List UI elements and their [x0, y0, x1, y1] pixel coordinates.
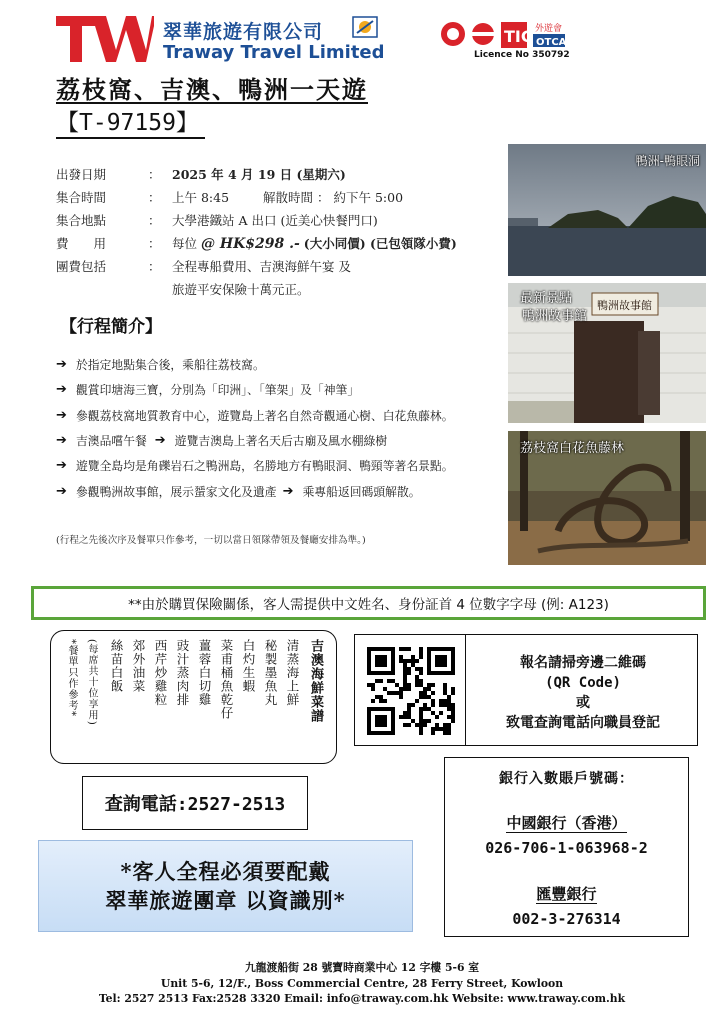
fee-price: @ HK$298 .- — [201, 236, 300, 252]
qr-line-4: 致電查詢電話向職員登記 — [506, 715, 660, 731]
date-value: 2025 年 4 月 19 日 (星期六) — [172, 167, 346, 182]
qr-line-3: 或 — [576, 695, 590, 711]
seafood-menu — [50, 630, 337, 764]
itinerary-text: 遊覽全島均是角礫岩石之鴨洲島，名勝地方有鴨眼洞、鴨頸等著名景點。 — [76, 459, 454, 474]
menu-dish: 豉汁蒸肉排 — [175, 639, 190, 707]
menu-dish: 絲苗白飯 — [109, 639, 124, 693]
qr-code[interactable] — [367, 647, 455, 735]
svg-text:TIC: TIC — [504, 27, 533, 46]
itinerary-text: 參觀荔枝窩地質教育中心，遊覽島上著名自然奇觀通心樹、白花魚藤林。 — [76, 408, 454, 423]
itinerary-text-extra: 遊覽吉澳島上著名天后古廟及風水棚綠樹 — [174, 434, 388, 449]
photo-duck-eye-cave — [508, 144, 706, 276]
registration-box — [354, 634, 698, 746]
includes-line-2: 旅遊平安保險十萬元正。 — [172, 282, 310, 297]
registration-instructions — [467, 653, 699, 733]
itinerary-item — [56, 377, 506, 402]
itinerary-item — [56, 478, 506, 503]
fee-label: 費 用 — [56, 236, 107, 251]
banner-line-1: *客人全程必須要配戴 — [120, 859, 331, 884]
menu-note-seats: (每席共十位享用) — [86, 639, 97, 726]
otca-badge-zh: 外遊會 — [535, 24, 563, 34]
itinerary-item — [56, 403, 506, 428]
info-row-date — [56, 165, 501, 188]
menu-dish: 菜甫桶魚乾仔 — [219, 639, 234, 720]
itinerary-note: (行程之先後次序及餐單只作參考，一切以當日領隊帶領及餐廳安排為準。) — [56, 535, 366, 546]
bank-heading: 銀行入數賬戶號碼： — [499, 771, 634, 787]
arrow-icon: ➔ — [56, 382, 67, 398]
brand-name-chinese: 翠華旅遊有限公司 — [163, 21, 324, 43]
colon: ： — [148, 259, 161, 274]
itinerary-item — [56, 352, 506, 377]
insurance-notice: **由於購買保險關係，客人需提供中文姓名、身份証首 4 位數字字母 (例: A123) — [31, 586, 706, 620]
includes-label: 團費包括 — [56, 259, 107, 274]
footer-address-en: Unit 5-6, 12/F., Boss Commercial Centre, 28 Ferry Street, Kowloon — [160, 976, 564, 990]
photo-caption: 荔枝窩白花魚藤林 — [520, 441, 625, 456]
photo-story-museum — [508, 283, 706, 423]
fee-prefix: 每位 — [172, 236, 198, 251]
itinerary-text: 吉澳品嚐午餐 — [76, 434, 147, 449]
traway-logo — [56, 16, 154, 64]
itinerary-heading: 【行程簡介】 — [60, 317, 162, 337]
itinerary-text-extra: 乘專船返回碼頭解散。 — [302, 484, 421, 499]
arrow-icon: ➔ — [154, 433, 166, 449]
menu-dish: 薑蓉白切雞 — [197, 639, 212, 707]
qr-line-1: 報名請掃旁邊二維碼 — [520, 655, 646, 671]
menu-dish: 秘製墨魚丸 — [263, 639, 278, 707]
arrow-icon: ➔ — [56, 357, 67, 373]
date-label: 出發日期 — [56, 167, 107, 182]
itinerary-item — [56, 428, 506, 453]
info-row-includes — [56, 257, 501, 280]
tour-info-table — [56, 165, 501, 303]
licence-number: Licence No 350792 — [474, 50, 570, 60]
brand-name-english: Traway Travel Limited — [163, 42, 385, 63]
itinerary-item — [56, 453, 506, 478]
arrow-icon: ➔ — [56, 407, 67, 423]
colon: ： — [148, 213, 161, 228]
itinerary-text: 於指定地點集合後，乘船往荔枝窩。 — [76, 358, 265, 373]
accreditation-badge — [352, 16, 378, 38]
bank-account-boc: 026-706-1-063968-2 — [485, 839, 648, 857]
badge-reminder-banner — [38, 840, 413, 932]
itinerary-text: 觀賞印塘海三寶，分別為「印洲」、「筆架」及「神筆」 — [76, 383, 360, 398]
photo-caption: 鴨洲-鴨眼洞 — [635, 154, 700, 168]
includes-line-1: 全程專船費用、吉澳海鮮午宴 及 — [172, 259, 351, 274]
tour-code: 【T-97159】 — [56, 104, 205, 139]
colon: ： — [148, 236, 161, 251]
enquiry-phone[interactable]: 查詢電話:2527-2513 — [82, 776, 308, 830]
footer-contact[interactable]: Tel: 2527 2513 Fax:2528 3320 Email: info@traway.com.hk Website: www.traway.com.hk — [98, 992, 626, 1005]
museum-sign-text: 鴨洲故事館 — [597, 299, 652, 312]
bank-name-hsbc: 匯豐銀行 — [536, 885, 597, 903]
photo-caption: 鴨洲故事館 — [522, 309, 588, 324]
menu-title: 吉澳海鮮菜譜 — [308, 639, 323, 723]
otca-badge-en: OTCA — [536, 37, 567, 48]
arrow-icon: ➔ — [56, 483, 67, 499]
menu-dish: 清蒸海上鮮 — [285, 639, 300, 707]
bank-accounts — [444, 757, 689, 937]
menu-dish: 郊外油菜 — [131, 639, 146, 693]
info-row-gather-place — [56, 211, 501, 234]
info-row-includes-cont — [56, 280, 501, 303]
info-row-gather-time — [56, 188, 501, 211]
gather-time-value: 上午 8:45 — [172, 190, 230, 205]
bank-name-boc: 中國銀行（香港） — [506, 814, 627, 832]
info-row-fee — [56, 234, 501, 257]
arrow-icon: ➔ — [282, 483, 294, 499]
arrow-icon: ➔ — [56, 433, 67, 449]
photo-caption-new: 最新景點 — [520, 291, 573, 306]
footer-address-zh: 九龍渡船街 28 號寶時商業中心 12 字樓 5-6 室 — [244, 961, 480, 974]
association-logos — [441, 20, 567, 50]
photo-derris-forest — [508, 431, 706, 565]
colon: ： — [148, 190, 161, 205]
colon: ： — [148, 167, 161, 182]
menu-note-reference: *餐單只作參考* — [66, 639, 77, 717]
company-footer — [0, 960, 724, 1007]
bank-account-hsbc: 002-3-276314 — [512, 910, 621, 928]
tour-title: 荔枝窩、吉澳、鴨洲一天遊 — [56, 75, 368, 104]
itinerary-text: 參觀鴨洲故事館，展示蜑家文化及遺產 — [76, 484, 277, 499]
menu-dish: 西芹炒雞粒 — [153, 639, 168, 707]
banner-line-2: 翠華旅遊團章 以資識別* — [105, 888, 346, 913]
arrow-icon: ➔ — [56, 458, 67, 474]
gather-place-value: 大學港鐵站 A 出口 (近美心快餐門口) — [172, 213, 378, 228]
itinerary-list — [56, 352, 506, 504]
gather-time-label: 集合時間 — [56, 190, 107, 205]
dismiss-time: 解散時間 ： 約下午 5:00 — [263, 190, 404, 205]
menu-dish: 白灼生蝦 — [241, 639, 256, 693]
fee-suffix: (大小同價) (已包領隊小費) — [303, 236, 457, 251]
gather-place-label: 集合地點 — [56, 213, 107, 228]
qr-line-2: (QR Code) — [545, 675, 621, 691]
